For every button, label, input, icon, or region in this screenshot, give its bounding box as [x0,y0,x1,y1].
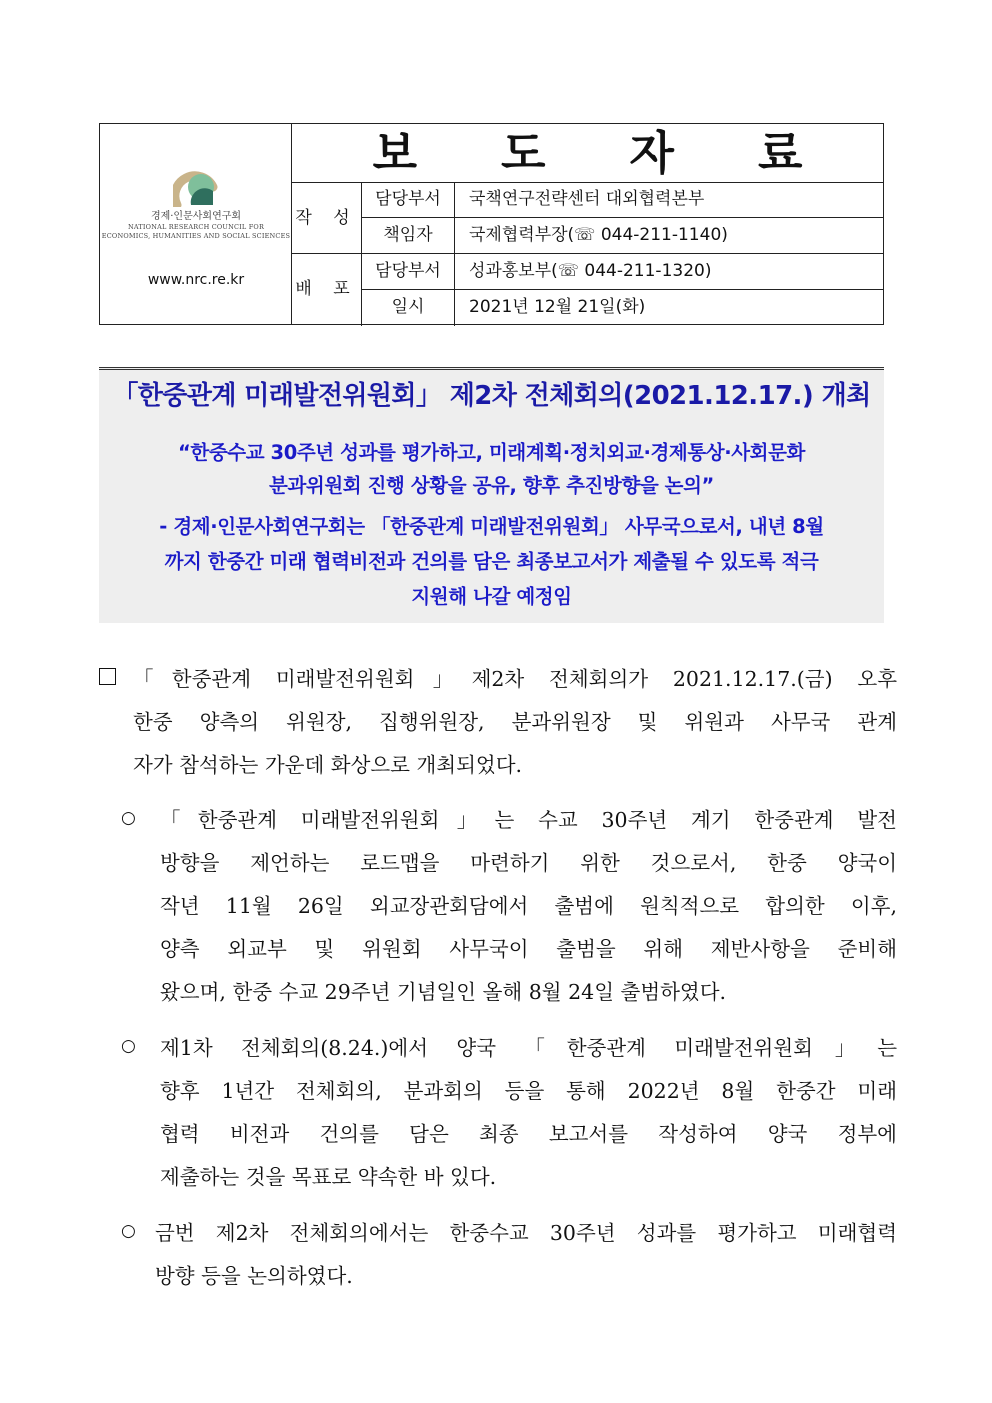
paragraph-line: 「한중관계 미래발전위원회」제2차 전체회의가 2021.12.17.(금) 오후 [133,667,897,691]
info-row-value: 국책연구전략센터 대외협력본부 [469,189,705,209]
logo-org-english-line-2: ECONOMICS, HUMANITIES AND SOCIAL SCIENCES [101,232,291,240]
paragraph-line: 한중 양측의 위원장, 집행위원장, 분과위원장 및 위원과 사무국 관계 [133,710,897,734]
bullet-line: 협력 비전과 건의를 담은 최종 보고서를 작성하여 양국 정부에 [160,1122,897,1146]
circle-bullet-icon: ○ [121,1036,136,1056]
info-row-distribution-department [362,254,883,290]
press-release-title-text: 보 도 자 료 [372,126,837,180]
headline-summary [99,509,884,614]
bullet-line: 방향을 제언하는 로드맵을 마련하기 위한 것으로서, 한중 양국이 [160,851,897,875]
headline-summary-line: 지원해 나갈 예정임 [411,585,572,608]
headline-subtitle [99,436,884,502]
headline-summary-line: 까지 한중간 미래 협력비전과 건의를 담은 최종보고서가 제출될 수 있도록 적극 [164,550,819,573]
info-row-value: 국제협력부장(☏ 044-211-1140) [469,225,728,245]
bullet-line: 양측 외교부 및 위원회 사무국이 출범을 위해 제반사항을 준비해 [160,937,897,961]
info-row-responsible [362,218,883,254]
headline-subtitle-line: “한중수교 30주년 성과를 평가하고, 미래계획·정치외교·경제통상·사회문화 [177,441,805,464]
bullet-line: 제출하는 것을 목표로 약속한 바 있다. [160,1165,497,1189]
square-bullet-icon [99,668,116,685]
headline-summary-line: - 경제·인문사회연구회는 「한중관계 미래발전위원회」 사무국으로서, 내년 8월 [159,515,824,538]
bullet-line: 제1차 전체회의(8.24.)에서 양국 「한중관계 미래발전위원회」는 [160,1036,897,1060]
info-row-author-department [362,182,883,218]
nrc-logo-icon [173,167,219,207]
logo-cell [100,124,292,324]
info-row-key: 담당부서 [362,182,455,217]
headline-subtitle-line: 분과위원회 진행 상황을 공유, 향후 추진방향을 논의” [269,474,714,497]
info-row-key: 책임자 [362,218,455,253]
press-release-title [292,124,883,183]
bullet-line: 왔으며, 한중 수교 29주년 기념일인 올해 8월 24일 출범하였다. [160,980,727,1004]
author-group-label: 작 성 [292,182,362,254]
paragraph-line: 자가 참석하는 가운데 화상으로 개최되었다. [133,753,523,777]
info-row-date [362,290,883,326]
bullet-line: 금번 제2차 전체회의에서는 한중수교 30주년 성과를 평가하고 미래협력 [155,1221,897,1245]
logo-org-english [100,223,292,241]
logo-org-english-line-1: NATIONAL RESEARCH COUNCIL FOR [127,223,265,231]
info-row-key: 담당부서 [362,254,455,289]
bullet-line: 「한중관계 미래발전위원회」는 수교 30주년 계기 한중관계 발전 [160,808,897,832]
headline-title: 「한중관계 미래발전위원회」 제2차 전체회의(2021.12.17.) 개최 [112,381,871,411]
logo-org-korean: 경제·인문사회연구회 [150,211,242,222]
circle-bullet-icon: ○ [121,1221,136,1241]
headline-box [99,367,884,623]
bullet-line: 향후 1년간 전체회의, 분과회의 등을 통해 2022년 8월 한중간 미래 [160,1079,897,1103]
bullet-line: 작년 11월 26일 외교장관회담에서 출범에 원칙적으로 합의한 이후, [160,894,897,918]
bullet-line: 방향 등을 논의하였다. [155,1264,353,1288]
circle-bullet-icon: ○ [121,808,136,828]
press-release-header-table [99,123,884,325]
info-row-value: 2021년 12월 21일(화) [469,297,646,317]
info-row-key: 일시 [362,290,455,326]
info-row-value: 성과홍보부(☏ 044-211-1320) [469,261,712,281]
website-url: www.nrc.re.kr [147,272,245,288]
distribution-group-label: 배 포 [292,254,362,326]
